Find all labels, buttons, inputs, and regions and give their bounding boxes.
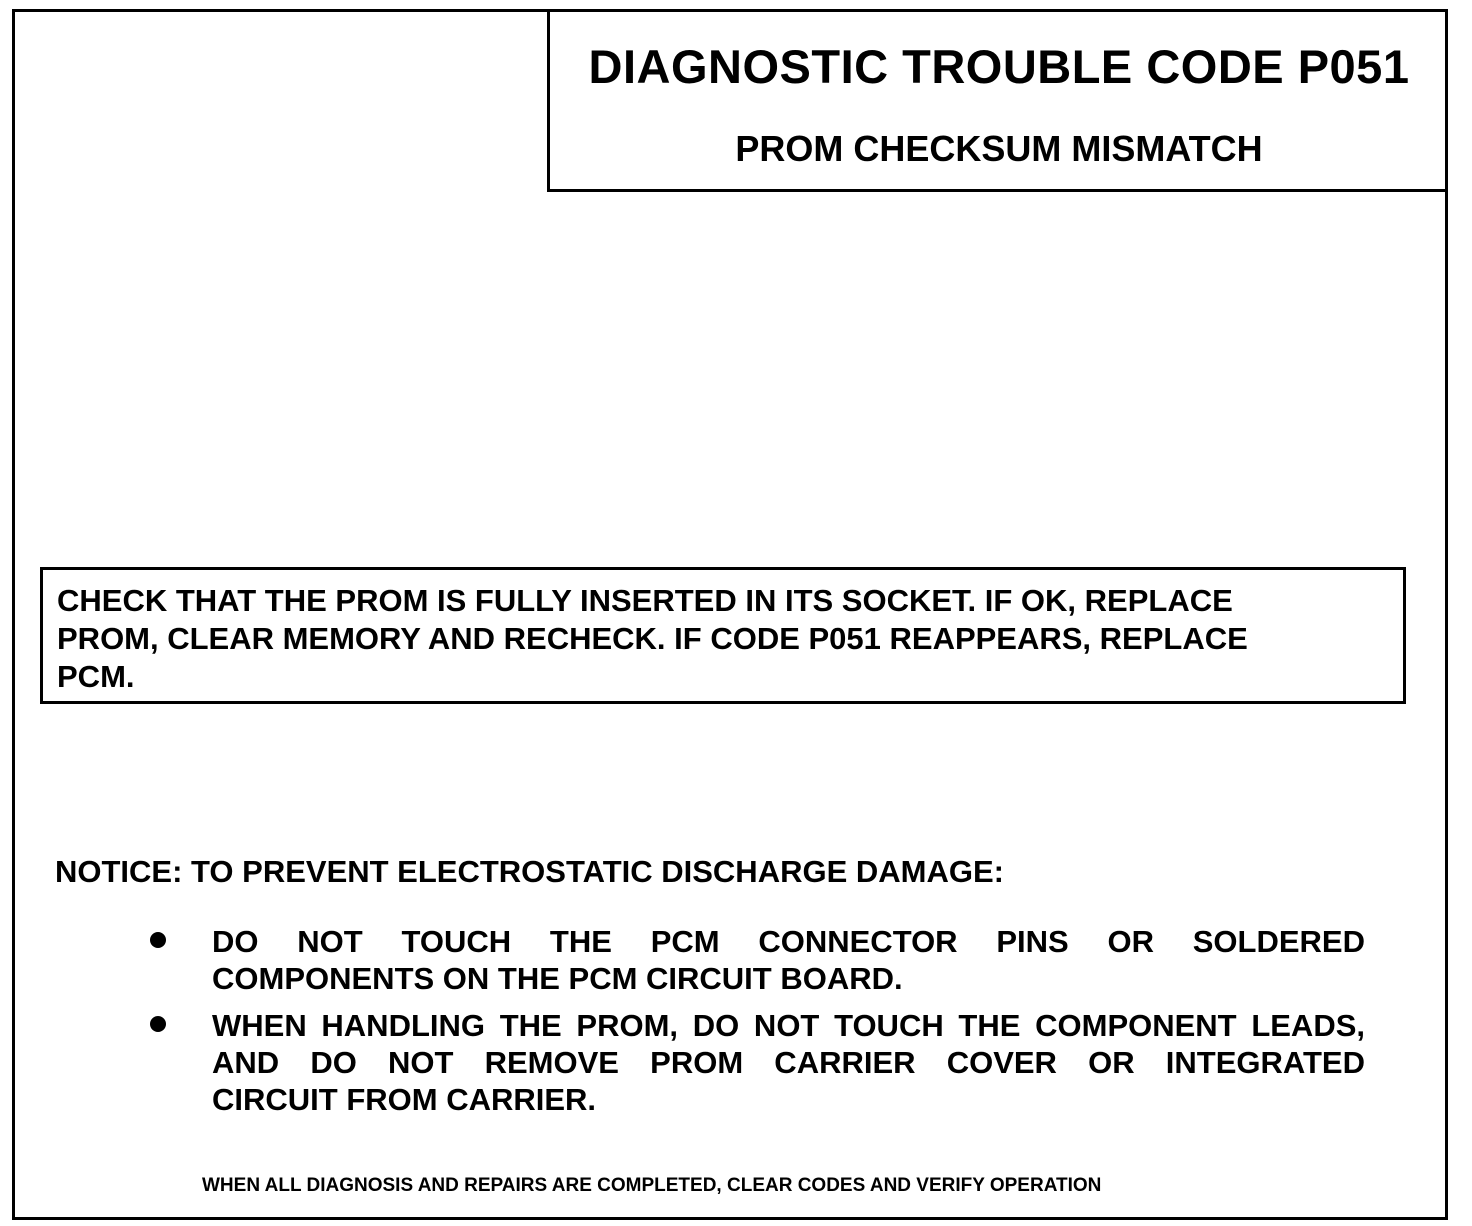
bullet-dot-icon bbox=[150, 932, 166, 948]
bullet-line: COMPONENTS ON THE PCM CIRCUIT BOARD. bbox=[212, 961, 903, 996]
page-subtitle: PROM CHECKSUM MISMATCH bbox=[735, 128, 1263, 169]
bullet-line: WHEN HANDLING THE PROM, DO NOT TOUCH THE COMPONENT LEADS, bbox=[212, 1008, 1365, 1043]
title-box bbox=[547, 9, 1448, 192]
page-title: DIAGNOSTIC TROUBLE CODE P051 bbox=[588, 40, 1410, 93]
action-box bbox=[40, 567, 1406, 704]
notice-bullet bbox=[150, 1007, 1365, 1118]
bullet-line: DO NOT TOUCH THE PCM CONNECTOR PINS OR SOLDERED bbox=[212, 924, 1365, 959]
notice-heading: NOTICE: TO PREVENT ELECTROSTATIC DISCHARGE DAMAGE: bbox=[55, 854, 1004, 889]
bullet-line: CIRCUIT FROM CARRIER. bbox=[212, 1082, 597, 1117]
bullet-dot-icon bbox=[150, 1016, 166, 1032]
bullet-text bbox=[212, 923, 1365, 997]
action-line: CHECK THAT THE PROM IS FULLY INSERTED IN ITS SOCKET. IF OK, REPLACE bbox=[57, 583, 1233, 618]
action-line: PCM. bbox=[57, 659, 135, 694]
action-line: PROM, CLEAR MEMORY AND RECHECK. IF CODE P051 REAPPEARS, REPLACE bbox=[57, 621, 1248, 656]
notice-bullet bbox=[150, 923, 1365, 997]
footer-note: WHEN ALL DIAGNOSIS AND REPAIRS ARE COMPLETED, CLEAR CODES AND VERIFY OPERATION bbox=[202, 1175, 1102, 1196]
bullet-text bbox=[212, 1007, 1365, 1118]
bullet-line: AND DO NOT REMOVE PROM CARRIER COVER OR INTEGRATED bbox=[212, 1045, 1365, 1080]
